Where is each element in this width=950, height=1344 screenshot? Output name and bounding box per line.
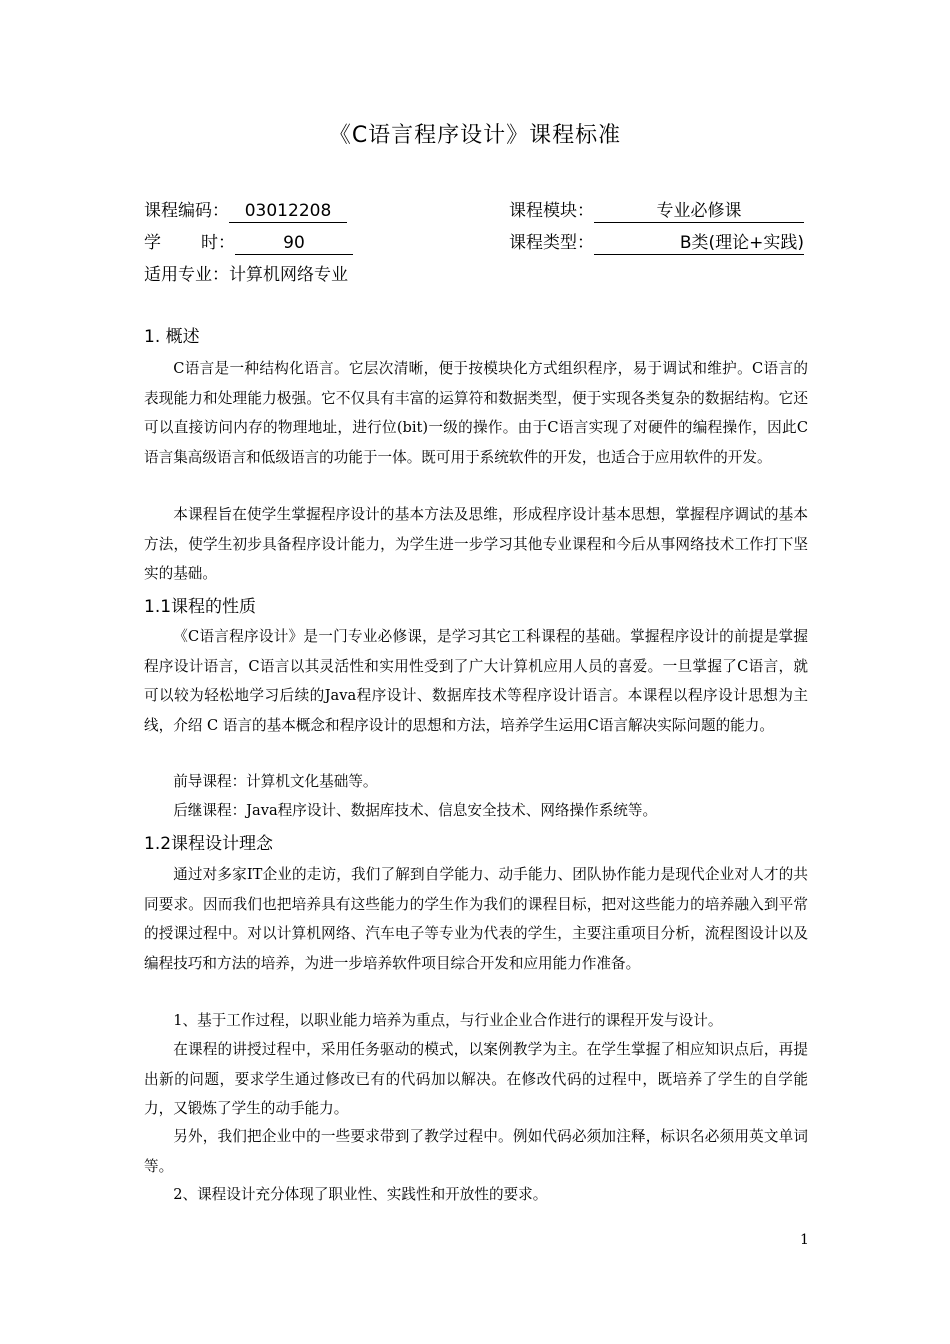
hours-label-b: 时： [201,233,235,253]
design-paragraph-5: 2、课程设计充分体现了职业性、实践性和开放性的要求。 [173,1186,548,1203]
hours-value: 90 [235,233,353,255]
course-type-label: 课程类型： [509,233,594,253]
page-number: 1 [800,1232,809,1248]
design-paragraph-4: 另外，我们把企业中的一些要求带到了教学过程中。例如代码必须加注释，标识名必须用英文单词等。 [144,1128,808,1175]
course-type-value: B类(理论+实践) [594,233,804,255]
prerequisite-courses: 前导课程：计算机文化基础等。 [173,773,378,790]
following-courses: 后继课程：Java程序设计、数据库技术、信息安全技术、网络操作系统等。 [173,802,658,819]
applicable-major: 适用专业：计算机网络专业 [144,265,348,285]
design-paragraph-1: 通过对多家IT企业的走访，我们了解到自学能力、动手能力、团队协作能力是现代企业对人才的共同要求。因而我们也把培养具有这些能力的学生作为我们的课程目标，把对这些能力的培养融入到平常的授课过程中。对以计算机网络、汽车电子等专业为代表的学生，主要注重项目分析，流程图设计以及编程技巧和方法的培养，为进一步培养软件项目综合开发和应用能力作准备。 [144,866,808,972]
design-paragraph-3: 在课程的讲授过程中，采用任务驱动的模式，以案例教学为主。在学生掌握了相应知识点后，再提出新的问题，要求学生通过修改已有的代码加以解决。在修改代码的过程中，既培养了学生的自学能力，又锻炼了学生的动手能力。 [144,1041,808,1117]
course-code-value: 03012208 [229,201,347,223]
document-title: 《C语言程序设计》课程标准 [328,123,622,148]
overview-paragraph-2: 本课程旨在使学生掌握程序设计的基本方法及思维，形成程序设计基本思想，掌握程序调试的基本方法，使学生初步具备程序设计能力，为学生进一步学习其他专业课程和今后从事网络技术工作打下坚实的基础。 [144,506,808,582]
meta-row-code [144,196,814,222]
course-module-label: 课程模块： [509,201,594,221]
section-heading-overview: 1. 概述 [144,327,200,347]
course-code-label: 课程编码： [144,201,229,221]
section-heading-nature: 1.1课程的性质 [144,597,257,617]
nature-paragraph-1: 《C语言程序设计》是一门专业必修课，是学习其它工科课程的基础。掌握程序设计的前提是掌握程序设计语言，C语言以其灵活性和实用性受到了广大计算机应用人员的喜爱。一旦掌握了C语言，就可以较为轻松地学习后续的Java程序设计、数据库技术等程序设计语言。本课程以程序设计思想为主线，介绍 C 语言的基本概念和程序设计的思想和方法，培养学生运用C语言解决实际问题的能力。 [144,628,808,734]
meta-row-hours [144,228,814,254]
hours-label-a: 学 [144,233,161,253]
meta-row-major [144,260,814,286]
overview-paragraph-1: C语言是一种结构化语言。它层次清晰，便于按模块化方式组织程序，易于调试和维护。C语言的表现能力和处理能力极强。它不仅具有丰富的运算符和数据类型，便于实现各类复杂的数据结构。它还可以直接访问内存的物理地址，进行位(bit)一级的操作。由于C语言实现了对硬件的编程操作，因此C语言集高级语言和低级语言的功能于一体。既可用于系统软件的开发，也适合于应用软件的开发。 [144,360,808,466]
course-module-value: 专业必修课 [594,201,804,223]
section-heading-design-concept: 1.2课程设计理念 [144,834,274,854]
design-paragraph-2: 1、基于工作过程，以职业能力培养为重点，与行业企业合作进行的课程开发与设计。 [173,1012,723,1029]
